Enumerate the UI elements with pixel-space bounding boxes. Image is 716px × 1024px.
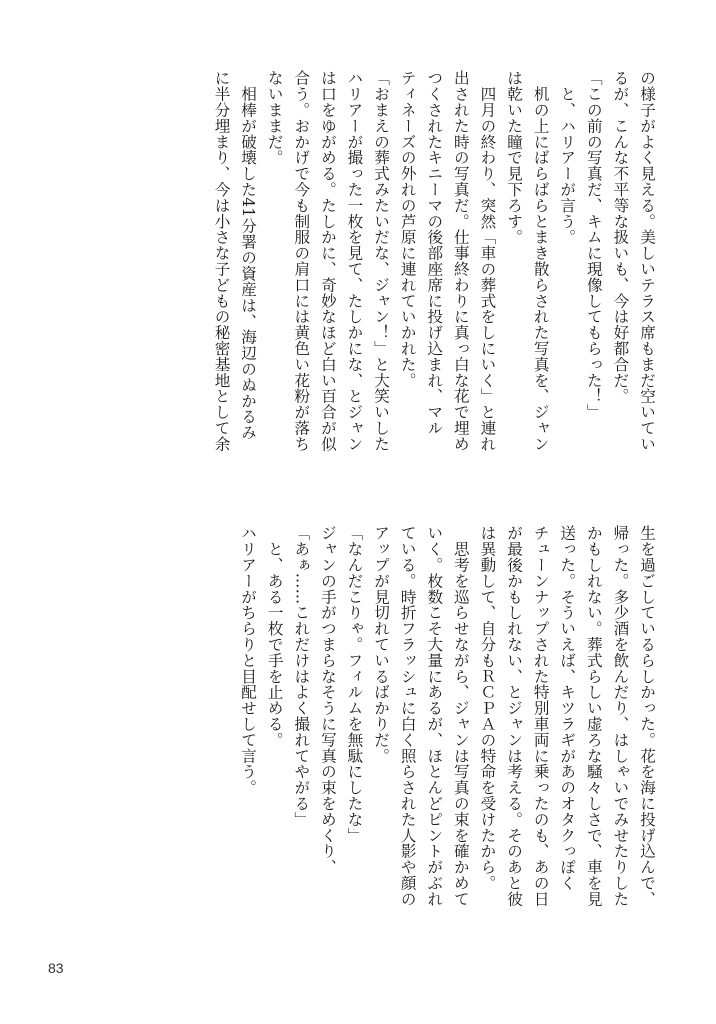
text-line: は乾いた瞳で見下ろす。 [505, 70, 524, 245]
text-line: つくされたキニーマの後部座席に投げ込まれ、マル [425, 70, 444, 436]
text-line: が最後かもしれない、とジャンは考える。そのあと彼 [505, 525, 524, 907]
text-line: 送った。そういえば、キツラギがあのオタクっぽく [558, 525, 577, 891]
text-line: かもしれない。葬式らしい虚ろな騒々しさで、車を見 [584, 525, 603, 907]
text-line: 机の上にばらばらとまき散らされた写真を、ジャン [531, 70, 550, 452]
text-line: チューンナップされた特別車両に乗ったのも、あの日 [531, 525, 550, 907]
page-number: 83 [48, 960, 64, 976]
text-line: ハリアーが撮った一枚を見て、たしかにな、とジャン [345, 70, 364, 452]
text-line: 生を過ごしているらしかった。花を海に投げ込んで、 [638, 525, 656, 907]
text-line: ジャンの手がつまらなそうに写真の束をめくり、 [318, 525, 337, 875]
text-line: アップが見切れているばかりだ。 [372, 525, 391, 764]
text-line: ティネーズの外れの芦原に連れていかれた。 [398, 70, 417, 388]
text-line: 四月の終わり、突然「車の葬式をしにいく」と連れ [478, 70, 497, 452]
text-block-top [208, 70, 660, 485]
text-line: ハリアーがちらりと目配せして言う。 [239, 525, 258, 796]
text-line: 帰った。多少酒を飲んだり、はしゃいでみせたりした [611, 525, 630, 907]
text-line: は口をゆがめる。たしかに、奇妙なほど白い百合が似 [318, 70, 337, 452]
text-block-bottom [235, 525, 661, 940]
text-line: と、ある一枚で手を止める。 [265, 525, 284, 748]
text-line: の様子がよく見える。美しいテラス席もまだ空いてい [638, 70, 656, 452]
text-line: 出された時の写真だ。仕事終わりに真っ白な花で埋め [451, 70, 470, 452]
text-line: 「この前の写真だ、キムに現像してもらった！」 [584, 70, 603, 420]
text-line: ている。時折フラッシュに白く照らされた人影や顔の [398, 525, 417, 907]
text-line: ないままだ。 [265, 70, 284, 166]
text-line: るが、こんな不平等な扱いも、今は好都合だ。 [611, 70, 630, 404]
text-line: 相棒が破壊した41分署の資産は、海辺のぬかるみ [239, 70, 258, 441]
text-line: 合う。おかげで今も制服の肩口には黄色い花粉が落ち [292, 70, 311, 452]
text-line: 「なんだこりゃ。フィルムを無駄にしたな」 [345, 525, 364, 843]
text-line: に半分埋まり、今は小さな子どもの秘密基地として余 [212, 70, 231, 452]
text-line: 「おまえの葬式みたいだな、ジャン！」と大笑いした [372, 70, 391, 452]
text-line: は異動して、自分もＲＣＰＡの特命を受けたから。 [478, 525, 497, 891]
text-line: 「あぁ……これだけはよく撮れてやがる」 [292, 525, 311, 828]
text-line: 思考を巡らせながら、ジャンは写真の束を確かめて [451, 525, 470, 907]
text-line: いく。枚数こそ大量にあるが、ほとんどピントがぶれ [425, 525, 444, 907]
text-line: と、ハリアーが言う。 [558, 70, 577, 245]
